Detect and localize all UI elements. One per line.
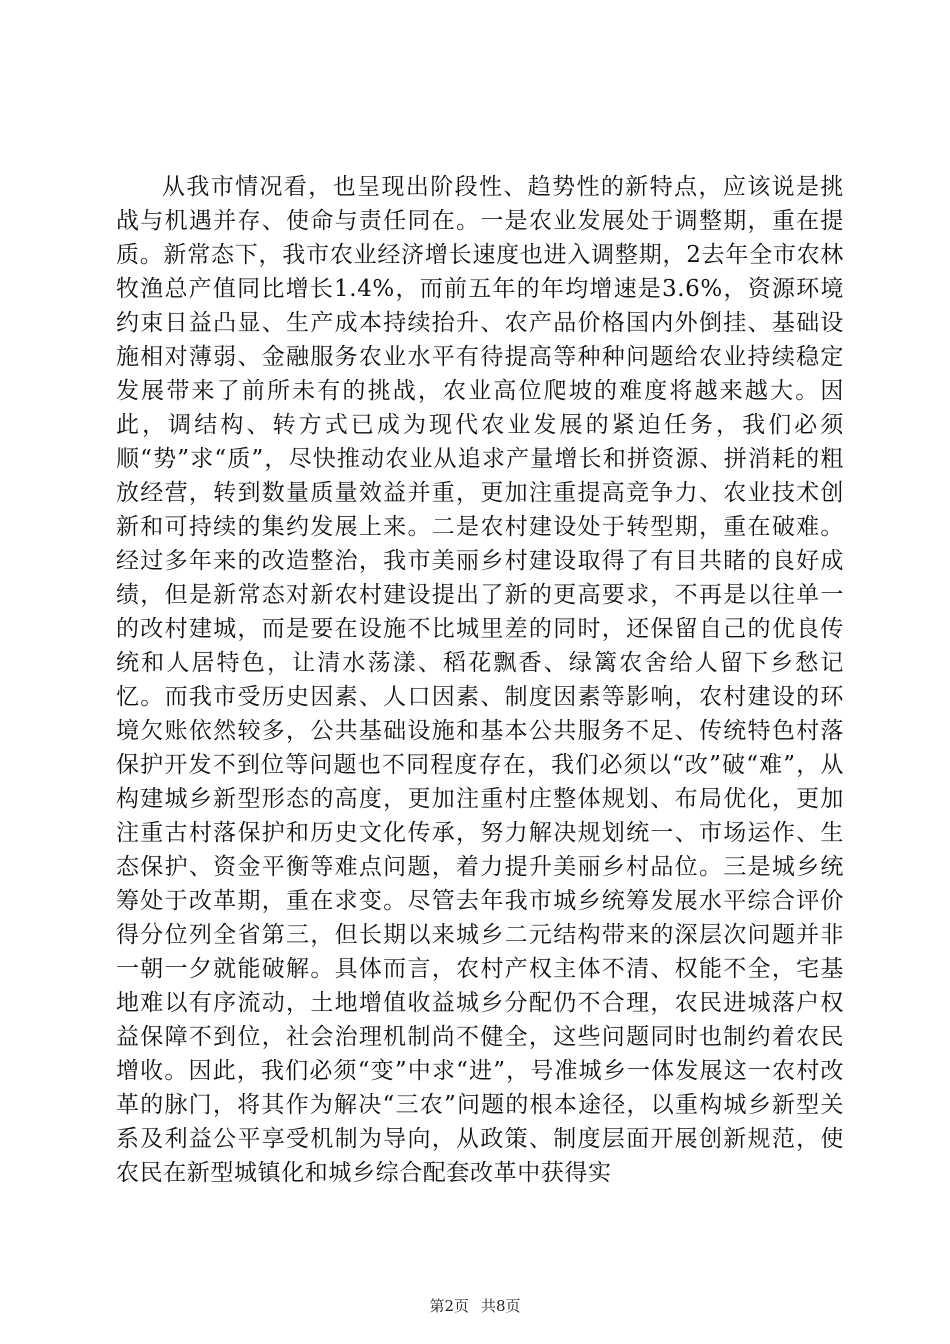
page-number-current: 第2页 xyxy=(429,1297,469,1315)
body-paragraph: 从我市情况看，也呈现出阶段性、趋势性的新特点，应该说是挑战与机遇并存、使命与责任同在。一是农业发展处于调整期，重在提质。新常态下，我市农业经济增长速度也进入调整期，2去年全市农林牧渔总产值同比增长1.4%，而前五年的年均增速是3.6%，资源环境约束日益凸显、生产成本持续抬升、农产品价格国内外倒挂、基础设施相对薄弱、金融服务农业水平有待提高等种种问题给农业持续稳定发展带来了前所未有的挑战，农业高位爬坡的难度将越来越大。因此，调结构、转方式已成为现代农业发展的紧迫任务，我们必须顺“势”求“质”，尽快推动农业从追求产量增长和拼资源、拼消耗的粗放经营，转到数量质量效益并重，更加注重提高竞争力、农业技术创新和可持续的集约发展上来。二是农村建设处于转型期，重在破难。经过多年来的改造整治，我市美丽乡村建设取得了有目共睹的良好成绩，但是新常态对新农村建设提出了新的更高要求，不再是以往单一的改村建城，而是要在设施不比城里差的同时，还保留自己的优良传统和人居特色，让清水荡漾、稻花飘香、绿篱农舍给人留下乡愁记忆。而我市受历史因素、人口因素、制度因素等影响，农村建设的环境欠账依然较多，公共基础设施和基本公共服务不足、传统特色村落保护开发不到位等问题也不同程度存在，我们必须以“改”破“难”，从构建城乡新型形态的高度，更加注重村庄整体规划、布局优化，更加注重古村落保护和历史文化传承，努力解决规划统一、市场运作、生态保护、资金平衡等难点问题，着力提升美丽乡村品位。三是城乡统筹处于改革期，重在求变。尽管去年我市城乡统筹发展水平综合评价得分位列全省第三，但长期以来城乡二元结构带来的深层次问题并非一朝一夕就能破解。具体而言，农村产权主体不清、权能不全，宅基地难以有序流动，土地增值收益城乡分配仍不合理，农民进城落户权益保障不到位，社会治理机制尚不健全，这些问题同时也制约着农民增收。因此，我们必须“变”中求“进”，号准城乡一体发展这一农村改革的脉门，将其作为解决“三农”问题的根本途径，以重构城乡新型关系及利益公平享受机制为导向，从政策、制度层面开展创新规范，使农民在新型城镇化和城乡综合配套改革中获得实 xyxy=(116,174,844,1186)
page-number-total: 共8页 xyxy=(481,1297,521,1315)
page-footer xyxy=(0,1296,950,1316)
